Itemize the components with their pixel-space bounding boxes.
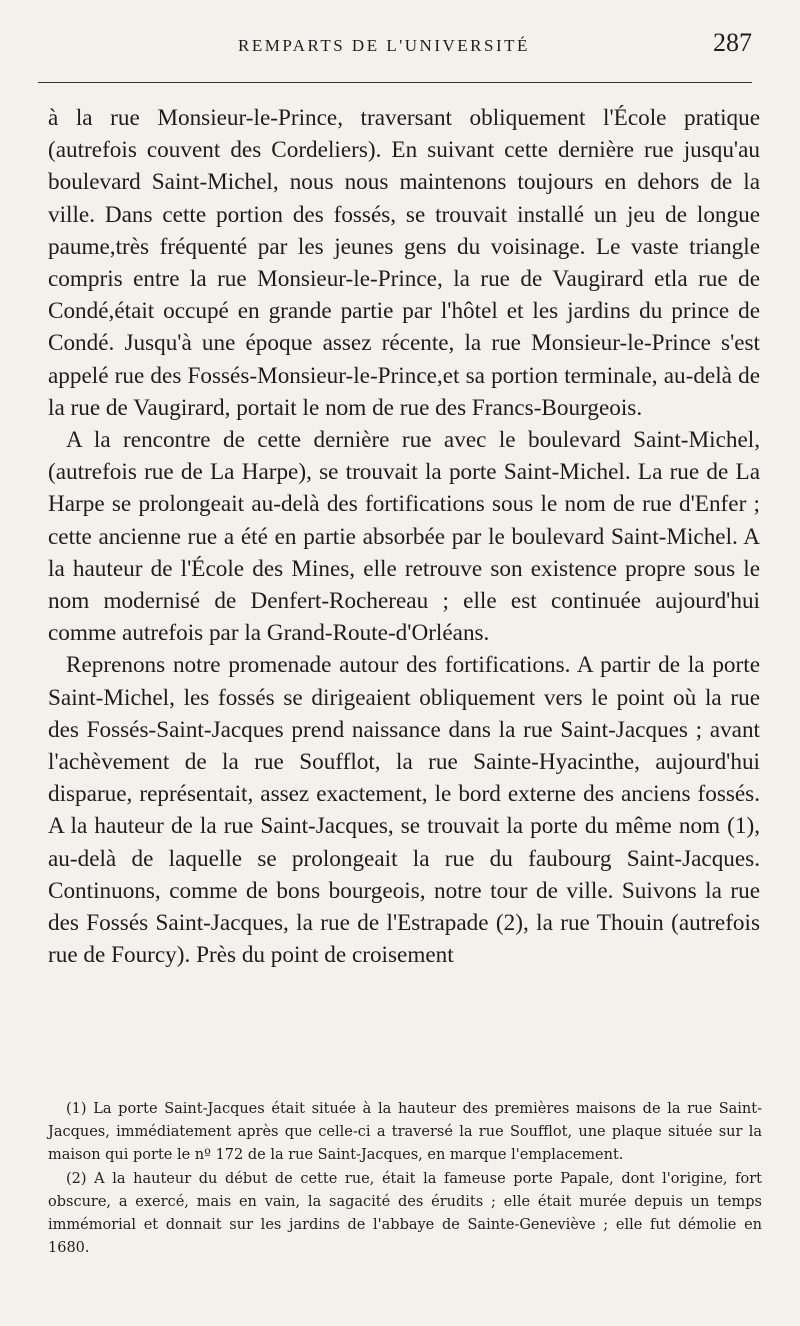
header-rule — [38, 82, 752, 83]
page-number: 287 — [713, 28, 752, 57]
paragraph: Reprenons notre promenade autour des fortifications. A partir de la porte Saint-Michel, les fossés se dirigeaient obliquement vers le point où la rue des Fossés-Saint-Jacques prend naissance dans la rue Saint-Jacques ; avant l'achèvement de la rue Soufflot, la rue Sainte-Hyacinthe, aujourd'hui disparue, représentait, assez exactement, le bord externe des anciens fossés. A la hauteur de la rue Saint-Jacques, se trouvait la porte du même nom (1), au-delà de laquelle se prolongeait la rue du faubourg Saint-Jacques. Continuons, comme de bons bourgeois, notre tour de ville. Suivons la rue des Fossés Saint-Jacques, la rue de l'Estrapade (2), la rue Thouin (autrefois rue de Fourcy). Près du point de croisement — [48, 652, 760, 969]
paragraph: à la rue Monsieur-le-Prince, traversant obliquement l'École pratique (autrefois couvent des Cordeliers). En suivant cette dernière rue jusqu'au boulevard Saint-Michel, nous nous maintenons toujours en dehors de la ville. Dans cette portion des fossés, se trouvait installé un jeu de longue paume,très fréquenté par les jeunes gens du voisinage. Le vaste triangle compris entre la rue Monsieur-le-Prince, la rue de Vaugirard etla rue de Condé,était occupé en grande partie par l'hôtel et les jardins du prince de Condé. Jusqu'à une époque assez récente, la rue Monsieur-le-Prince s'est appelé rue des Fossés-Monsieur-le-Prince,et sa portion terminale, au-delà de la rue de Vaugirard, portait le nom de rue des Francs-Bourgeois. — [48, 105, 760, 421]
footnote: (2) A la hauteur du début de cette rue, était la fameuse porte Papale, dont l'origine, fort obscure, a exercé, mais en vain, la sagacité des érudits ; elle était murée depuis un temps immémorial et donnait sur les jardins de l'abbaye de Sainte-Geneviève ; elle fut démolie en 1680. — [48, 1170, 762, 1257]
footnotes — [48, 1098, 762, 1260]
footnote: (1) La porte Saint-Jacques était située à la hauteur des premières maisons de la rue Saint-Jacques, immédiatement après que celle-ci a traversé la rue Soufflot, une plaque située sur la maison qui porte le nº 172 de la rue Saint-Jacques, en marque l'emplacement. — [48, 1101, 762, 1164]
running-title: REMPARTS DE L'UNIVERSITÉ — [238, 36, 530, 55]
paragraph: A la rencontre de cette dernière rue avec le boulevard Saint-Michel, (autrefois rue de La Harpe), se trouvait la porte Saint-Michel. La rue de La Harpe se prolongeait au-delà des fortifications sous le nom de rue d'Enfer ; cette ancienne rue a été en partie absorbée par le boulevard Saint-Michel. A la hauteur de l'École des Mines, elle retrouve son existence propre sous le nom modernisé de Denfert-Rochereau ; elle est continuée aujourd'hui comme autrefois par la Grand-Route-d'Orléans. — [48, 427, 760, 647]
main-text — [48, 102, 760, 971]
page-header — [38, 28, 752, 66]
